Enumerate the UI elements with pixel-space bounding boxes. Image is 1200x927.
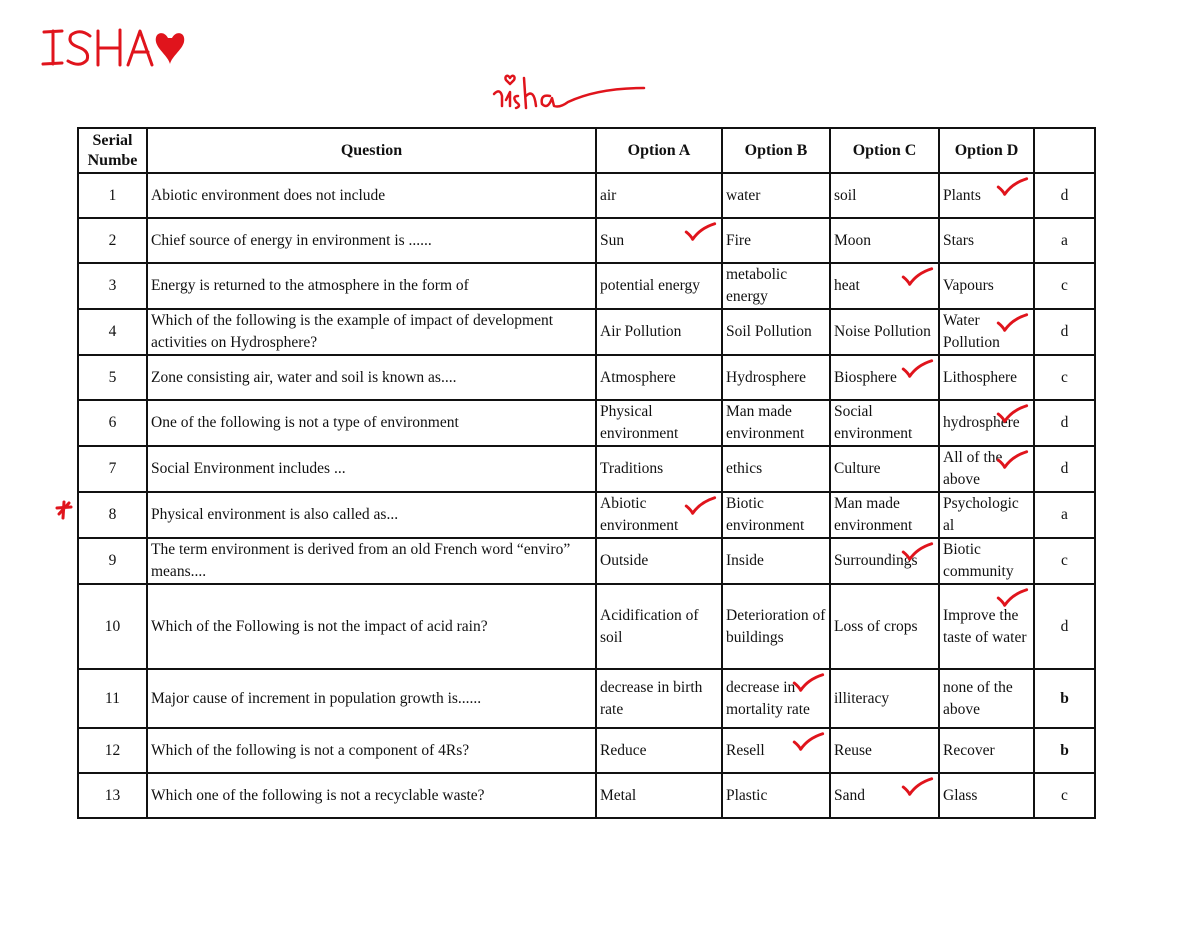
question-cell <box>147 773 596 818</box>
option-c-cell <box>830 728 939 773</box>
option-a-cell-text: decrease in birth rate <box>600 678 703 718</box>
option-d-cell <box>939 400 1034 446</box>
serial-cell-text: 7 <box>108 460 117 477</box>
option-a-cell <box>596 538 722 584</box>
question-cell <box>147 584 596 669</box>
answer-cell-text: d <box>1060 460 1069 477</box>
answer-cell <box>1034 492 1095 538</box>
answer-cell-text: d <box>1060 323 1069 340</box>
question-cell <box>147 309 596 355</box>
signature <box>488 66 648 116</box>
option-d-cell-text: Water Pollution <box>943 312 1000 351</box>
serial-cell-text: 10 <box>104 617 121 635</box>
question-cell-text: Energy is returned to the atmosphere in the form of <box>151 277 469 294</box>
answer-cell <box>1034 446 1095 492</box>
question-cell-text: Zone consisting air, water and soil is known as.... <box>151 368 457 386</box>
serial-cell <box>78 355 147 400</box>
option-c-cell <box>830 309 939 355</box>
serial-cell-text: 4 <box>108 323 117 340</box>
option-b-cell-text: Fire <box>726 231 751 249</box>
option-d-cell <box>939 669 1034 728</box>
option-d-cell-text: Biotic community <box>943 541 1014 580</box>
option-a-cell <box>596 173 722 218</box>
serial-cell-text: 3 <box>108 277 117 294</box>
header-row <box>78 128 1095 173</box>
option-b-cell <box>722 309 830 355</box>
serial-cell <box>78 584 147 669</box>
option-c-cell-text: soil <box>834 186 857 204</box>
option-c-cell <box>830 263 939 309</box>
question-cell <box>147 218 596 263</box>
option-b-cell-text: Biotic environment <box>726 495 805 534</box>
option-a-cell <box>596 773 722 818</box>
option-a-cell <box>596 728 722 773</box>
answer-cell-text: c <box>1061 786 1068 804</box>
option-d-cell-text: hydrosphere <box>943 414 1020 431</box>
red-tick-icon <box>900 358 934 380</box>
question-cell <box>147 446 596 492</box>
red-tick-icon <box>791 731 825 753</box>
option-b-cell-text: Plastic <box>726 786 768 804</box>
option-d-cell <box>939 218 1034 263</box>
serial-cell <box>78 773 147 818</box>
option-d-cell <box>939 263 1034 309</box>
serial-cell <box>78 309 147 355</box>
question-cell-text: One of the following is not a type of environment <box>151 414 459 431</box>
option-c-cell <box>830 355 939 400</box>
header-option-a: Option A <box>596 128 722 173</box>
option-a-cell-text: Abiotic environment <box>600 495 679 534</box>
question-cell-text: Chief source of energy in environment is ...... <box>151 231 432 249</box>
answer-cell <box>1034 773 1095 818</box>
option-c-cell-text: Reuse <box>834 741 872 759</box>
option-d-cell <box>939 309 1034 355</box>
option-d-cell <box>939 446 1034 492</box>
question-cell <box>147 400 596 446</box>
question-cell-text: Physical environment is also called as... <box>151 506 399 523</box>
table-row <box>78 355 1095 400</box>
option-c-cell-text: Social environment <box>834 403 913 442</box>
serial-cell <box>78 173 147 218</box>
answer-cell-text: c <box>1061 277 1068 294</box>
answer-cell-text: d <box>1060 186 1069 204</box>
option-a-cell-text: Metal <box>600 786 637 804</box>
answer-cell <box>1034 218 1095 263</box>
option-b-cell-text: Inside <box>726 552 764 569</box>
red-tick-icon <box>683 221 717 243</box>
option-a-cell-text: potential energy <box>600 277 701 294</box>
option-a-cell <box>596 584 722 669</box>
question-cell-text: Social Environment includes ... <box>151 460 346 477</box>
answer-cell-text: b <box>1060 689 1069 707</box>
header-answer <box>1034 128 1095 173</box>
option-d-cell <box>939 173 1034 218</box>
answer-cell <box>1034 538 1095 584</box>
question-cell-text: Which of the Following is not the impact of acid rain? <box>151 617 488 635</box>
table-row <box>78 309 1095 355</box>
option-d-cell-text: All of the above <box>943 449 1003 488</box>
option-d-cell <box>939 538 1034 584</box>
option-b-cell-text: Resell <box>726 741 765 759</box>
header-option-c: Option C <box>830 128 939 173</box>
option-d-cell-text: Improve the taste of water <box>943 606 1027 646</box>
table-row <box>78 218 1095 263</box>
option-b-cell-text: Man made environment <box>726 403 805 442</box>
option-c-cell <box>830 446 939 492</box>
answer-cell-text: c <box>1061 552 1068 569</box>
option-d-cell-text: Glass <box>943 786 978 804</box>
serial-cell <box>78 446 147 492</box>
answer-cell-text: b <box>1060 741 1069 759</box>
option-a-cell-text: Outside <box>600 552 649 569</box>
answer-cell <box>1034 263 1095 309</box>
option-d-cell <box>939 584 1034 669</box>
serial-cell-text: 11 <box>105 689 120 707</box>
option-c-cell <box>830 584 939 669</box>
answer-cell <box>1034 173 1095 218</box>
option-d-cell <box>939 773 1034 818</box>
header-question: Question <box>147 128 596 173</box>
option-b-cell-text: Deterioration of buildings <box>726 606 826 646</box>
red-tick-icon <box>995 312 1029 334</box>
serial-cell-text: 5 <box>108 368 117 386</box>
option-a-cell-text: Air Pollution <box>600 323 682 340</box>
option-b-cell <box>722 446 830 492</box>
option-b-cell-text: water <box>726 186 761 204</box>
header-serial: Serial Numbe <box>78 128 147 173</box>
option-b-cell <box>722 773 830 818</box>
serial-cell <box>78 400 147 446</box>
red-tick-icon <box>900 266 934 288</box>
option-a-cell-text: Reduce <box>600 741 647 759</box>
answer-cell <box>1034 584 1095 669</box>
answer-cell <box>1034 355 1095 400</box>
option-d-cell-text: Lithosphere <box>943 368 1018 386</box>
question-cell <box>147 538 596 584</box>
table-row <box>78 773 1095 818</box>
option-b-cell <box>722 263 830 309</box>
option-b-cell <box>722 584 830 669</box>
option-c-cell-text: Loss of crops <box>834 617 918 635</box>
option-c-cell-text: Noise Pollution <box>834 323 931 340</box>
option-c-cell-text: Surroundings <box>834 552 918 569</box>
answer-cell-text: d <box>1060 414 1069 431</box>
option-c-cell <box>830 218 939 263</box>
option-a-cell <box>596 446 722 492</box>
option-c-cell <box>830 669 939 728</box>
option-a-cell <box>596 263 722 309</box>
table-row <box>78 669 1095 728</box>
question-cell-text: The term environment is derived from an old French word “enviro” means.... <box>151 541 571 580</box>
option-c-cell <box>830 173 939 218</box>
option-a-cell <box>596 309 722 355</box>
table-row <box>78 728 1095 773</box>
option-b-cell-text: metabolic energy <box>726 266 788 305</box>
option-c-cell <box>830 492 939 538</box>
option-a-cell-text: air <box>600 186 617 204</box>
option-b-cell <box>722 400 830 446</box>
option-b-cell <box>722 355 830 400</box>
question-cell-text: Abiotic environment does not include <box>151 186 386 204</box>
option-b-cell-text: decrease in mortality rate <box>726 678 810 718</box>
answer-cell-text: c <box>1061 368 1068 386</box>
question-cell <box>147 492 596 538</box>
option-c-cell-text: heat <box>834 277 860 294</box>
option-a-cell-text: Acidification of soil <box>600 606 699 646</box>
option-d-cell-text: Vapours <box>943 277 994 294</box>
option-d-cell-text: Stars <box>943 231 974 249</box>
option-b-cell <box>722 669 830 728</box>
header-option-b: Option B <box>722 128 830 173</box>
option-c-cell-text: Moon <box>834 231 872 249</box>
question-cell <box>147 355 596 400</box>
option-b-cell-text: Soil Pollution <box>726 323 812 340</box>
option-a-cell <box>596 355 722 400</box>
option-a-cell-text: Sun <box>600 231 625 249</box>
table-row <box>78 263 1095 309</box>
option-b-cell <box>722 218 830 263</box>
option-c-cell-text: Man made environment <box>834 495 913 534</box>
option-b-cell-text: ethics <box>726 460 763 477</box>
red-tick-icon <box>995 176 1029 198</box>
question-cell <box>147 263 596 309</box>
option-a-cell <box>596 669 722 728</box>
serial-cell-text: 2 <box>108 231 117 249</box>
answer-cell <box>1034 728 1095 773</box>
option-d-cell <box>939 492 1034 538</box>
table-row <box>78 584 1095 669</box>
serial-cell <box>78 728 147 773</box>
option-a-cell <box>596 218 722 263</box>
red-tick-icon <box>683 495 717 517</box>
question-cell-text: Which of the following is not a component of 4Rs? <box>151 741 470 759</box>
option-a-cell <box>596 400 722 446</box>
red-tick-icon <box>900 776 934 798</box>
option-b-cell <box>722 728 830 773</box>
question-cell-text: Major cause of increment in population growth is...... <box>151 689 482 707</box>
red-tick-icon <box>791 672 825 694</box>
option-d-cell <box>939 728 1034 773</box>
option-b-cell <box>722 538 830 584</box>
option-a-cell-text: Traditions <box>600 460 664 477</box>
option-c-cell <box>830 773 939 818</box>
question-cell <box>147 669 596 728</box>
option-b-cell <box>722 173 830 218</box>
handwritten-title-isha <box>40 24 190 74</box>
option-c-cell-text: Culture <box>834 460 881 477</box>
header-option-d: Option D <box>939 128 1034 173</box>
serial-cell-text: 8 <box>108 506 117 523</box>
serial-cell <box>78 669 147 728</box>
serial-cell-text: 6 <box>108 414 117 431</box>
answer-cell-text: a <box>1061 506 1068 523</box>
answer-cell-text: d <box>1060 617 1069 635</box>
serial-cell <box>78 218 147 263</box>
margin-mark <box>54 500 74 520</box>
option-c-cell <box>830 400 939 446</box>
option-c-cell-text: Biosphere <box>834 368 897 386</box>
question-cell-text: Which of the following is the example of impact of development activities on Hydrosphere? <box>151 312 554 351</box>
answer-cell <box>1034 400 1095 446</box>
option-c-cell <box>830 538 939 584</box>
serial-cell-text: 9 <box>108 552 117 569</box>
option-d-cell-text: Plants <box>943 186 981 204</box>
option-a-cell <box>596 492 722 538</box>
option-c-cell-text: illiteracy <box>834 689 890 707</box>
serial-cell-text: 1 <box>108 186 117 204</box>
table-row <box>78 400 1095 446</box>
option-b-cell-text: Hydrosphere <box>726 368 807 386</box>
serial-cell <box>78 263 147 309</box>
quiz-table <box>77 127 1096 819</box>
option-d-cell-text: none of the above <box>943 678 1013 718</box>
option-c-cell-text: Sand <box>834 786 865 804</box>
answer-cell <box>1034 309 1095 355</box>
serial-cell-text: 13 <box>104 786 121 804</box>
table-row <box>78 538 1095 584</box>
option-a-cell-text: Atmosphere <box>600 368 676 386</box>
option-d-cell-text: Recover <box>943 741 995 759</box>
question-cell-text: Which one of the following is not a recyclable waste? <box>151 786 485 804</box>
table-row <box>78 173 1095 218</box>
table-row <box>78 492 1095 538</box>
option-b-cell <box>722 492 830 538</box>
question-cell <box>147 728 596 773</box>
serial-cell <box>78 492 147 538</box>
answer-cell <box>1034 669 1095 728</box>
option-d-cell-text: Psychologic al <box>943 495 1019 534</box>
serial-cell-text: 12 <box>104 741 121 759</box>
option-a-cell-text: Physical environment <box>600 403 679 442</box>
answer-cell-text: a <box>1061 231 1068 249</box>
question-cell <box>147 173 596 218</box>
serial-cell <box>78 538 147 584</box>
option-d-cell <box>939 355 1034 400</box>
table-row <box>78 446 1095 492</box>
